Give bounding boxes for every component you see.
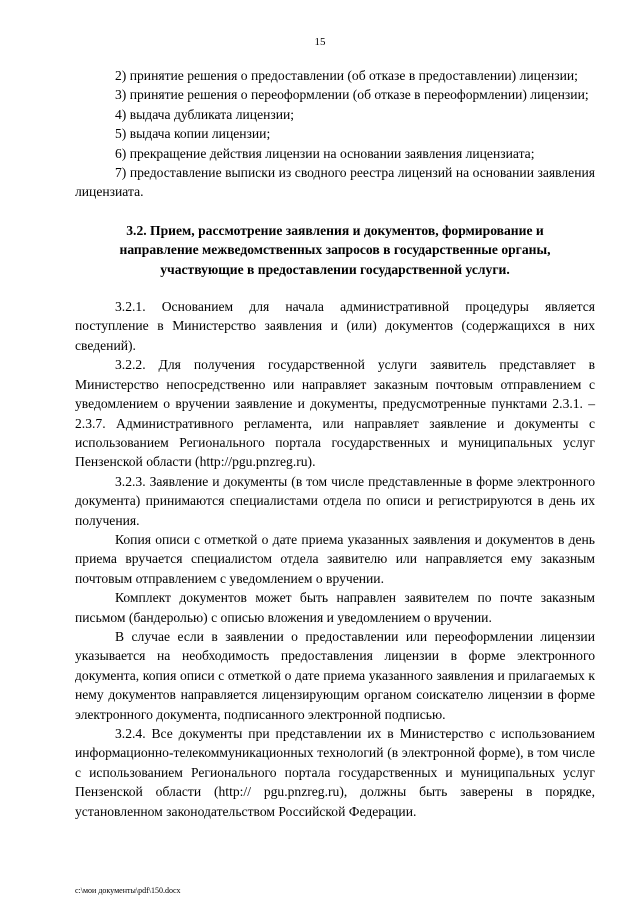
paragraph: 3.2.4. Все документы при представлении их в Министерство с использованием информационно-телекоммуникационных технологий (в электронной форме), в том числе с использованием Регионального портала государственных и муниципальных услуг Пензенской области (http:// pgu.pnzreg.ru), должны быть заверены в порядке, установленном законодательством Российской Федерации. xyxy=(75,726,595,819)
list-item: 7) предоставление выписки из сводного реестра лицензий на основании заявления лицензиата. xyxy=(75,165,595,200)
paragraph: 3.2.2. Для получения государственной услуги заявитель представляет в Министерство непосредственно или направляет заказным почтовым отправлением с уведомлением о вручении заявление и документы, предусмотренные пунктами 2.3.1. – 2.3.7. Административного регламента, или направляет заявление и документы с использованием Регионального портала государственных и муниципальных услуг Пензенской области (http://pgu.pnzreg.ru). xyxy=(75,357,595,470)
paragraph: Копия описи с отметкой о дате приема указанных заявления и документов в день приема вручается специалистом отдела заявителю или направляется ему заказным почтовым отправлением с уведомлением о вручении. xyxy=(75,531,595,586)
paragraph: 3.2.1. Основанием для начала административной процедуры является поступление в Министерство заявления и (или) документов (содержащихся в них сведений). xyxy=(75,299,595,353)
list-item: 6) прекращение действия лицензии на основании заявления лицензиата; xyxy=(115,145,535,161)
paragraph: Комплект документов может быть направлен заявителем по почте заказным письмом (бандеролью) с описью вложения и уведомлением о вручении. xyxy=(75,590,595,625)
list-item: 2) принятие решения о предоставлении (об отказе в предоставлении) лицензии; xyxy=(115,68,578,83)
paragraph: 3.2.3. Заявление и документы (в том числе представленные в форме электронного документа) принимаются специалистами отдела по описи и регистрируются в день их получения. xyxy=(75,473,595,528)
list-item: 3) принятие решения о переоформлении (об отказе в переоформлении) лицензии; xyxy=(115,87,589,103)
paragraph: В случае если в заявлении о предоставлении или переоформлении лицензии указывается на необходимость предоставления лицензии в форме электронного документа, копия описи с отметкой о дате приема указанного заявления и прилагаемых к нему документов направляется лицензирующим органом соискателю лицензии в форме электронного документа, подписанного электронной подписью. xyxy=(75,628,595,722)
footer-file-path: c:\мои документы\pdf\150.docx xyxy=(75,886,181,895)
list-item: 5) выдача копии лицензии; xyxy=(115,126,271,142)
section-title: 3.2. Прием, рассмотрение заявления и документов, формирование и направление межведомственных запросов в государственные органы, участвующие в предоставлении государственной услуги. xyxy=(119,222,551,277)
list-item: 4) выдача дубликата лицензии; xyxy=(115,106,295,122)
page-number: 15 xyxy=(314,36,326,48)
document-body xyxy=(75,66,595,821)
